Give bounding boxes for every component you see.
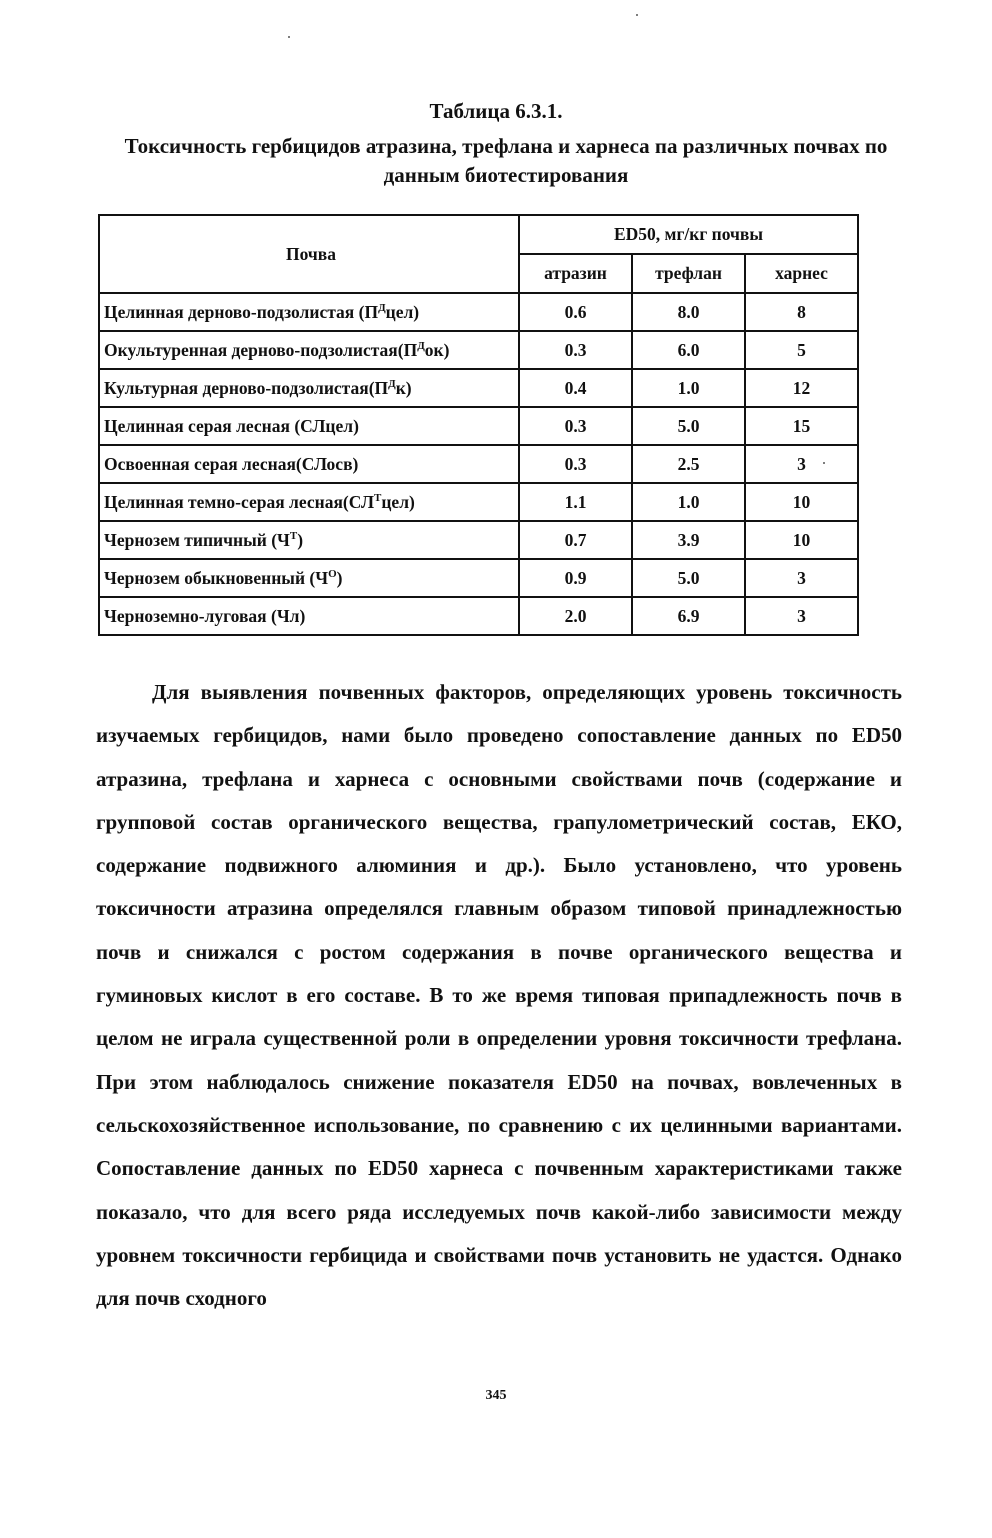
scan-speck [823,462,825,464]
cell-harness: 8 [745,293,858,331]
header-atrazine: атразин [519,254,632,293]
soil-name: Окультуренная дерново-подзолистая(П [104,339,418,360]
cell-soil [99,445,519,483]
table-row [99,483,858,521]
cell-treflan: 1.0 [632,369,745,407]
scan-speck [636,14,638,16]
cell-atrazine: 1.1 [519,483,632,521]
table-row [99,559,858,597]
cell-harness: 3 [745,559,858,597]
table-header-row [99,215,858,254]
cell-soil [99,597,519,635]
cell-soil [99,407,519,445]
soil-name: Черноземно-луговая (Чл) [104,605,306,626]
cell-treflan: 1.0 [632,483,745,521]
table-caption-title: Токсичность гербицидов атразина, трефлана и харнеса па различных почвах по данным биотестирования [124,134,888,187]
cell-treflan: 2.5 [632,445,745,483]
table-row [99,369,858,407]
scan-speck [288,36,290,38]
cell-harness: 3 [745,597,858,635]
table-row [99,407,858,445]
cell-harness: 10 [745,521,858,559]
header-ed50-group: ED50, мг/кг почвы [519,215,858,254]
cell-atrazine: 0.3 [519,331,632,369]
cell-soil [99,293,519,331]
cell-treflan: 8.0 [632,293,745,331]
soil-superscript: Д [388,377,396,390]
cell-soil [99,369,519,407]
cell-atrazine: 0.9 [519,559,632,597]
soil-name-suffix: ок) [424,339,450,360]
cell-harness: 5 [745,331,858,369]
page-number: 345 [485,1388,507,1403]
cell-soil [99,331,519,369]
header-treflan: трефлан [632,254,745,293]
soil-name: Целинная темно-серая лесная(СЛ [104,491,374,512]
header-harness: харнес [745,254,858,293]
soil-superscript: О [328,567,337,580]
cell-soil [99,521,519,559]
cell-harness: 12 [745,369,858,407]
table-row [99,331,858,369]
body-paragraph: Для выявления почвенных факторов, определяющих уровень токсичность изучаемых гербицидов, нами было проведено сопоставление данных по ED50 атразина, трефлана и харнеса с основными свойствами почв (содержание и групповой состав органического вещества, грапулометрический состав, ЕКО, содержание подвижного алюминия и др.). Было установлено, что уровень токсичности атразина определялся главным образом типовой принадлежностью почв и снижался с ростом содержания в почве органического вещества и гуминовых кислот в его составе. В то же время типовая припадлежность почв в целом не играла существенной роли в определении уровня токсичности трефлана. При этом наблюдалось снижение показателя ED50 на почвах, вовлеченных в сельскохозяйственное использование, по сравнению с их целинными вариантами. Сопоставление данных по ED50 харнеса с почвенным характеристиками также показало, что для всего ряда исследуемых почв какой-либо зависимости между уровнем токсичности гербицида и свойствами почв установить не удастся. Однако для почв сходного [96,680,902,1311]
soil-superscript: Т [374,491,382,504]
cell-atrazine: 2.0 [519,597,632,635]
cell-soil [99,483,519,521]
cell-treflan: 6.0 [632,331,745,369]
cell-treflan: 5.0 [632,407,745,445]
soil-name: Целинная дерново-подзолистая (П [104,301,379,322]
soil-name-suffix: к) [395,377,412,398]
soil-name-suffix: цел) [385,301,420,322]
cell-atrazine: 0.4 [519,369,632,407]
soil-superscript: Т [289,529,298,542]
cell-atrazine: 0.7 [519,521,632,559]
soil-name: Освоенная серая лесная(СЛосв) [104,453,359,474]
cell-atrazine: 0.6 [519,293,632,331]
cell-atrazine: 0.3 [519,407,632,445]
cell-harness: 15 [745,407,858,445]
toxicity-table [98,214,859,636]
soil-superscript: Д [417,339,425,352]
table-row [99,293,858,331]
cell-treflan: 3.9 [632,521,745,559]
soil-name-suffix: ) [336,567,343,588]
table-row [99,597,858,635]
soil-name-suffix: ) [297,529,304,550]
cell-atrazine: 0.3 [519,445,632,483]
soil-name: Чернозем обыкновенный (Ч [104,567,329,588]
cell-treflan: 5.0 [632,559,745,597]
cell-soil [99,559,519,597]
cell-treflan: 6.9 [632,597,745,635]
header-soil: Почва [99,215,519,293]
soil-superscript: Д [378,301,386,314]
soil-name: Целинная серая лесная (СЛцел) [104,415,359,436]
table-row [99,445,858,483]
soil-name-suffix: цел) [381,491,415,512]
cell-harness: 3 [745,445,858,483]
table-caption-number: Таблица 6.3.1. [429,99,563,123]
soil-name: Чернозем типичный (Ч [104,529,290,550]
soil-name: Культурная дерново-подзолистая(П [104,377,389,398]
cell-harness: 10 [745,483,858,521]
table-row [99,521,858,559]
